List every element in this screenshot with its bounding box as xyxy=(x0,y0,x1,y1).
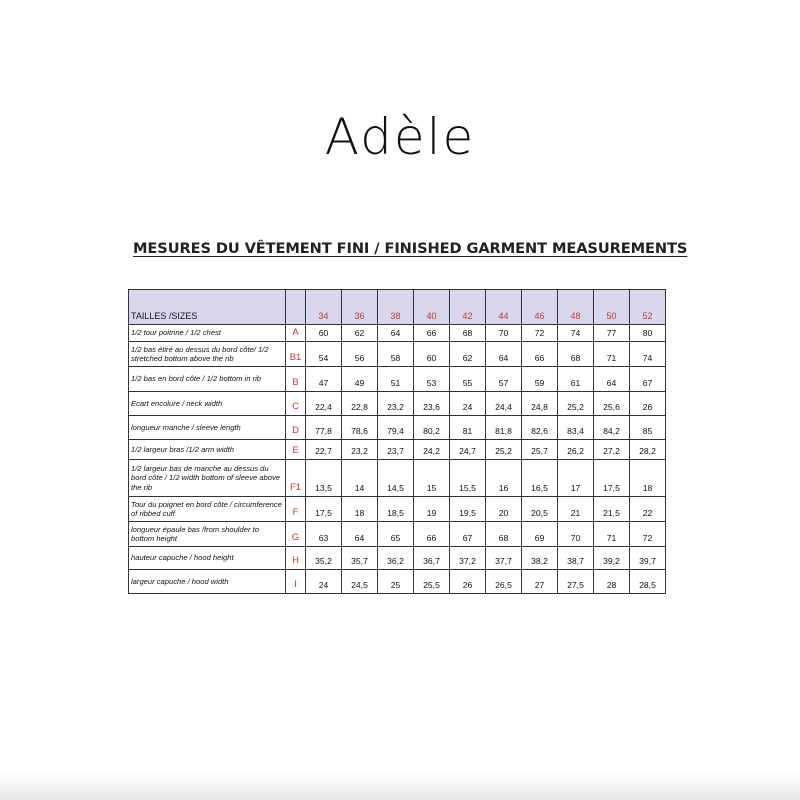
measurement-value: 24,7 xyxy=(450,440,486,460)
measurement-value: 24,8 xyxy=(522,392,558,416)
measurement-value: 36,7 xyxy=(414,547,450,570)
measurement-value: 27,5 xyxy=(558,570,594,594)
measurement-value: 68 xyxy=(486,522,522,547)
table-row xyxy=(129,497,666,522)
measurement-value: 38,7 xyxy=(558,547,594,570)
measurement-value: 67 xyxy=(630,367,666,392)
table-row xyxy=(129,342,666,367)
measurement-value: 60 xyxy=(414,342,450,367)
measurement-label: 1/2 largeur bas de manche au dessus du bord côte / 1/2 width bottom of sleeve above the rib xyxy=(129,460,286,497)
measurement-value: 23,7 xyxy=(378,440,414,460)
measurement-value: 21 xyxy=(558,497,594,522)
table-row xyxy=(129,570,666,594)
measurement-value: 66 xyxy=(414,522,450,547)
measurement-value: 18 xyxy=(342,497,378,522)
measurement-value: 56 xyxy=(342,342,378,367)
measurement-value: 70 xyxy=(558,522,594,547)
measurement-value: 54 xyxy=(306,342,342,367)
measurement-value: 39,2 xyxy=(594,547,630,570)
measurement-value: 55 xyxy=(450,367,486,392)
size-header-52: 52 xyxy=(630,290,666,325)
sizes-header-label: TAILLES /SIZES xyxy=(129,290,286,325)
measurement-value: 20,5 xyxy=(522,497,558,522)
measurement-value: 24 xyxy=(306,570,342,594)
measurement-value: 24,5 xyxy=(342,570,378,594)
table-row xyxy=(129,392,666,416)
measurement-value: 61 xyxy=(558,367,594,392)
measurement-value: 80 xyxy=(630,325,666,342)
measurement-value: 26,2 xyxy=(558,440,594,460)
measurement-label: 1/2 bas étiré au dessus du bord côte/ 1/2 stretched bottom above the rib xyxy=(129,342,286,367)
measurement-letter: C xyxy=(286,392,306,416)
measurement-label: Tour du poignet en bord côte / circumference of ribbed cuff xyxy=(129,497,286,522)
measurement-value: 17,5 xyxy=(306,497,342,522)
measurement-value: 74 xyxy=(630,342,666,367)
measurement-value: 27 xyxy=(522,570,558,594)
measurement-value: 17,5 xyxy=(594,460,630,497)
measurement-value: 25,5 xyxy=(414,570,450,594)
measurement-letter: I xyxy=(286,570,306,594)
measurement-letter: A xyxy=(286,325,306,342)
size-header-34: 34 xyxy=(306,290,342,325)
section-heading: MESURES DU VÊTEMENT FINI / FINISHED GARMENT MEASUREMENTS xyxy=(133,240,688,257)
measurement-value: 24,2 xyxy=(414,440,450,460)
measurement-value: 80,2 xyxy=(414,416,450,440)
measurement-value: 20 xyxy=(486,497,522,522)
table-row xyxy=(129,440,666,460)
table-row xyxy=(129,522,666,547)
measurement-value: 24,4 xyxy=(486,392,522,416)
brand-title: Adèle xyxy=(324,108,476,166)
measurement-value: 19,5 xyxy=(450,497,486,522)
measurement-value: 25 xyxy=(378,570,414,594)
measurement-value: 65 xyxy=(378,522,414,547)
size-header-44: 44 xyxy=(486,290,522,325)
measurement-value: 37,2 xyxy=(450,547,486,570)
measurement-value: 38,2 xyxy=(522,547,558,570)
table-body xyxy=(129,325,666,594)
measurement-value: 14 xyxy=(342,460,378,497)
measurement-value: 37,7 xyxy=(486,547,522,570)
measurement-letter: D xyxy=(286,416,306,440)
table-row xyxy=(129,367,666,392)
measurement-value: 64 xyxy=(594,367,630,392)
measurement-value: 71 xyxy=(594,342,630,367)
table-row xyxy=(129,547,666,570)
measurement-label: 1/2 largeur bras /1/2 arm width xyxy=(129,440,286,460)
measurement-value: 84,2 xyxy=(594,416,630,440)
measurement-value: 39,7 xyxy=(630,547,666,570)
measurement-letter: E xyxy=(286,440,306,460)
measurement-letter: B1 xyxy=(286,342,306,367)
measurement-value: 27,2 xyxy=(594,440,630,460)
measurement-label: Ecart encolure / neck width xyxy=(129,392,286,416)
measurement-value: 77 xyxy=(594,325,630,342)
measurement-value: 70 xyxy=(486,325,522,342)
measurement-value: 60 xyxy=(306,325,342,342)
measurement-value: 14,5 xyxy=(378,460,414,497)
size-header-46: 46 xyxy=(522,290,558,325)
measurement-value: 72 xyxy=(630,522,666,547)
measurement-value: 25,2 xyxy=(558,392,594,416)
measurement-value: 82,6 xyxy=(522,416,558,440)
measurement-value: 62 xyxy=(450,342,486,367)
measurement-value: 16 xyxy=(486,460,522,497)
measurement-value: 23,2 xyxy=(342,440,378,460)
size-header-38: 38 xyxy=(378,290,414,325)
measurement-value: 64 xyxy=(378,325,414,342)
measurement-value: 63 xyxy=(306,522,342,547)
table-row xyxy=(129,460,666,497)
measurement-letter: F1 xyxy=(286,460,306,497)
measurement-value: 57 xyxy=(486,367,522,392)
measurement-letter: F xyxy=(286,497,306,522)
table-row xyxy=(129,325,666,342)
measurement-value: 81 xyxy=(450,416,486,440)
measurement-letter: H xyxy=(286,547,306,570)
measurement-value: 26 xyxy=(450,570,486,594)
measurement-value: 74 xyxy=(558,325,594,342)
size-header-40: 40 xyxy=(414,290,450,325)
measurement-letter: B xyxy=(286,367,306,392)
measurement-label: hauteur capuche / hood height xyxy=(129,547,286,570)
size-header-48: 48 xyxy=(558,290,594,325)
page-bottom-shadow xyxy=(0,772,800,800)
measurement-value: 28 xyxy=(594,570,630,594)
measurements-table xyxy=(128,289,666,594)
measurement-value: 72 xyxy=(522,325,558,342)
measurement-value: 66 xyxy=(414,325,450,342)
measurement-value: 13,5 xyxy=(306,460,342,497)
measurement-value: 68 xyxy=(558,342,594,367)
letter-header-cell xyxy=(286,290,306,325)
measurement-value: 26,5 xyxy=(486,570,522,594)
measurement-value: 59 xyxy=(522,367,558,392)
measurement-value: 69 xyxy=(522,522,558,547)
measurement-value: 28,5 xyxy=(630,570,666,594)
table-row xyxy=(129,416,666,440)
measurement-value: 35,2 xyxy=(306,547,342,570)
measurement-value: 85 xyxy=(630,416,666,440)
measurement-value: 36,2 xyxy=(378,547,414,570)
measurement-value: 78,6 xyxy=(342,416,378,440)
measurement-value: 22,7 xyxy=(306,440,342,460)
measurement-value: 49 xyxy=(342,367,378,392)
size-header-50: 50 xyxy=(594,290,630,325)
measurement-value: 58 xyxy=(378,342,414,367)
measurement-value: 22,8 xyxy=(342,392,378,416)
measurement-value: 19 xyxy=(414,497,450,522)
measurement-value: 47 xyxy=(306,367,342,392)
measurement-value: 71 xyxy=(594,522,630,547)
measurement-value: 53 xyxy=(414,367,450,392)
measurement-value: 23,6 xyxy=(414,392,450,416)
measurement-value: 23,2 xyxy=(378,392,414,416)
measurement-value: 35,7 xyxy=(342,547,378,570)
measurement-value: 18 xyxy=(630,460,666,497)
measurement-value: 81,8 xyxy=(486,416,522,440)
measurement-value: 25,7 xyxy=(522,440,558,460)
size-header-36: 36 xyxy=(342,290,378,325)
measurement-value: 25,2 xyxy=(486,440,522,460)
measurement-value: 16,5 xyxy=(522,460,558,497)
measurement-label: longueur épaule bas /from shoulder to bottom height xyxy=(129,522,286,547)
measurement-value: 64 xyxy=(342,522,378,547)
measurement-label: largeur capuche / hood width xyxy=(129,570,286,594)
measurement-value: 21,5 xyxy=(594,497,630,522)
measurement-value: 22,4 xyxy=(306,392,342,416)
table-header-row xyxy=(129,290,666,325)
measurement-value: 66 xyxy=(522,342,558,367)
measurement-value: 18,5 xyxy=(378,497,414,522)
measurement-value: 83,4 xyxy=(558,416,594,440)
measurement-value: 15,5 xyxy=(450,460,486,497)
measurement-label: longueur manche / sleeve length xyxy=(129,416,286,440)
size-header-42: 42 xyxy=(450,290,486,325)
measurement-value: 77,8 xyxy=(306,416,342,440)
measurement-value: 24 xyxy=(450,392,486,416)
measurement-value: 64 xyxy=(486,342,522,367)
measurement-label: 1/2 tour poitrine / 1/2 chest xyxy=(129,325,286,342)
measurement-value: 15 xyxy=(414,460,450,497)
measurement-letter: G xyxy=(286,522,306,547)
measurement-value: 62 xyxy=(342,325,378,342)
measurement-label: 1/2 bas en bord côte / 1/2 bottom in rib xyxy=(129,367,286,392)
measurement-value: 17 xyxy=(558,460,594,497)
measurement-value: 28,2 xyxy=(630,440,666,460)
measurement-value: 68 xyxy=(450,325,486,342)
measurement-value: 22 xyxy=(630,497,666,522)
measurement-value: 67 xyxy=(450,522,486,547)
measurement-value: 79,4 xyxy=(378,416,414,440)
measurement-value: 51 xyxy=(378,367,414,392)
measurement-value: 25,6 xyxy=(594,392,630,416)
measurement-value: 26 xyxy=(630,392,666,416)
